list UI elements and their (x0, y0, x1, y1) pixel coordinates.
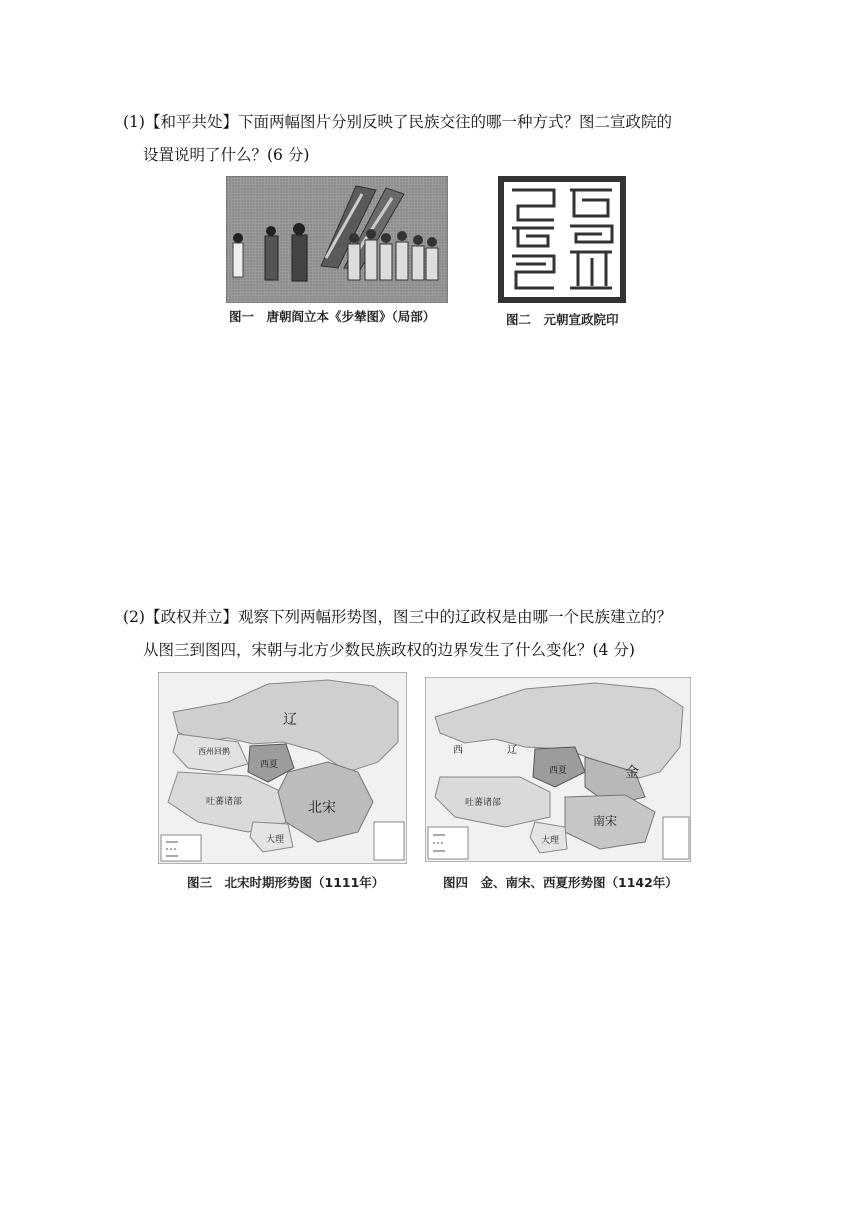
map3-label-tubo: 吐蕃诸部 (206, 797, 243, 807)
question-2 (123, 601, 672, 667)
figure-1-caption: 图一 唐朝阎立本《步辇图》（局部） (229, 309, 436, 324)
map4-label-liao: 辽 (507, 745, 517, 756)
figure-1-painting (226, 176, 448, 303)
map3-label-liao: 辽 (283, 712, 297, 728)
question-2-line-1: (2)【政权并立】观察下列两幅形势图，图三中的辽政权是由哪一个民族建立的？ (123, 608, 672, 626)
map4-label-xi: 西 (453, 745, 463, 756)
figure-3-map (158, 672, 407, 864)
map4-label-dali: 大理 (541, 836, 560, 846)
map4-label-xixia: 西夏 (549, 766, 568, 776)
map3-label-dali: 大理 (266, 835, 285, 845)
map4-label-tubo: 吐蕃诸部 (465, 798, 502, 808)
figure-3-caption: 图三 北宋时期形势图（1111年） (187, 875, 385, 890)
question-1 (123, 106, 672, 172)
map3-label-xizhou: 西州回鹘 (198, 747, 230, 756)
question-2-line-2: 从图三到图四，宋朝与北方少数民族政权的边界发生了什么变化？(4 分) (143, 641, 635, 659)
question-1-line-2: 设置说明了什么？(6 分) (143, 146, 310, 164)
figure-4-caption: 图四 金、南宋、西夏形势图（1142年） (443, 875, 678, 890)
map4-label-nansong: 南宋 (593, 814, 618, 828)
bunian-painting-image (226, 176, 448, 303)
figure-4-map (425, 677, 691, 862)
seal-image (498, 176, 626, 303)
question-1-line-1: (1)【和平共处】下面两幅图片分别反映了民族交往的哪一种方式？图二宣政院的 (123, 113, 672, 131)
northern-song-map (158, 672, 407, 864)
jin-southern-song-map (425, 677, 691, 862)
figure-2-caption: 图二 元朝宣政院印 (506, 312, 619, 327)
map3-label-xixia: 西夏 (260, 760, 279, 770)
map4-label-jin: 金 (625, 765, 639, 781)
figure-2-seal (498, 176, 626, 303)
map3-label-beisong: 北宋 (308, 800, 336, 816)
